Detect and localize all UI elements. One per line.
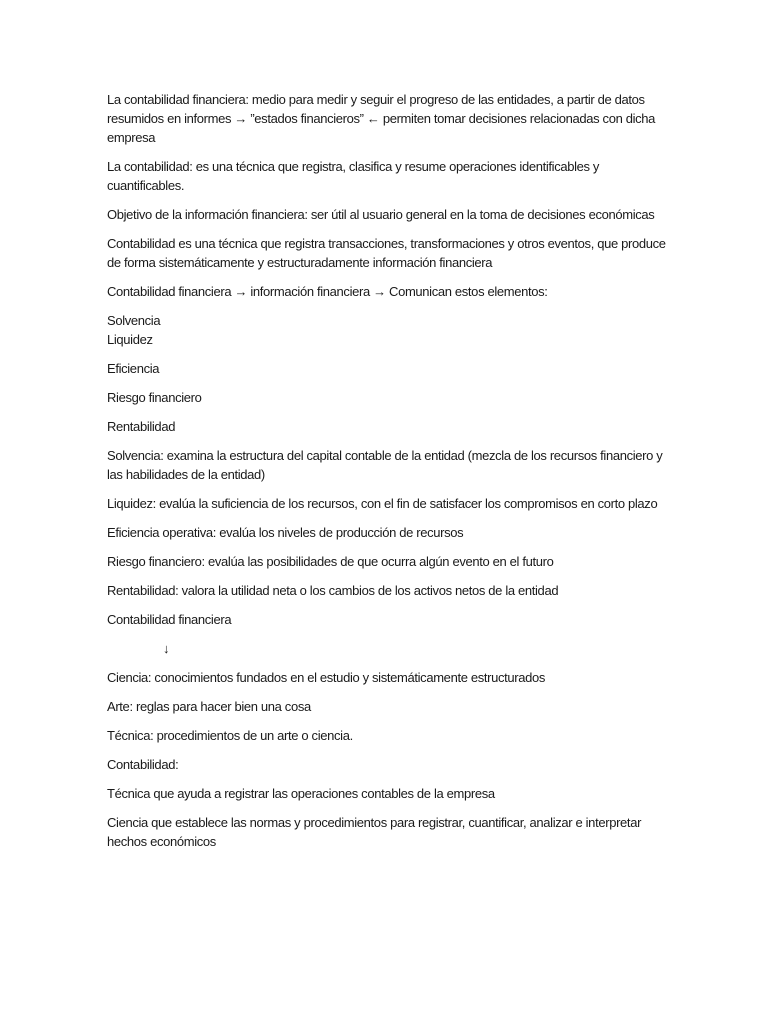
paragraph-tecnica: Técnica: procedimientos de un arte o ciencia. xyxy=(107,728,353,743)
paragraph-riesgo-def: Riesgo financiero: evalúa las posibilidades de que ocurra algún evento en el futuro xyxy=(107,554,554,569)
paragraph-ciencia: Ciencia: conocimientos fundados en el estudio y sistemáticamente estructurados xyxy=(107,670,546,685)
paragraph-contabilidad-financiera: Contabilidad financiera xyxy=(107,612,232,627)
paragraph-objetivo-informacion: Objetivo de la información financiera: ser útil al usuario general en la toma de decisiones económicas xyxy=(107,207,655,222)
down-arrow-icon: ↓ xyxy=(163,641,170,656)
paragraph-elementos-intro: Contabilidad financiera → información financiera → Comunican estos elementos: xyxy=(107,284,548,299)
paragraph-liquidez-def: Liquidez: evalúa la suficiencia de los recursos, con el fin de satisfacer los compromisos en corto plazo xyxy=(107,496,658,511)
paragraph-contabilidad-heading: Contabilidad: xyxy=(107,757,179,772)
paragraph-definicion-contabilidad: La contabilidad: es una técnica que registra, clasifica y resume operaciones identificables y cuantificables. xyxy=(107,159,600,193)
paragraph-tecnica-registro: Técnica que ayuda a registrar las operaciones contables de la empresa xyxy=(107,786,495,801)
list-item-eficiencia: Eficiencia xyxy=(107,361,160,376)
paragraph-eficiencia-def: Eficiencia operativa: evalúa los niveles de producción de recursos xyxy=(107,525,464,540)
paragraph-ciencia-normas: Ciencia que establece las normas y procedimientos para registrar, cuantificar, analizar e interpretar hechos económicos xyxy=(107,815,642,849)
paragraph-solvencia-def: Solvencia: examina la estructura del capital contable de la entidad (mezcla de los recursos financiero y las habilidades de la entidad) xyxy=(107,448,663,482)
list-item-liquidez: Liquidez xyxy=(107,332,153,347)
list-item-riesgo: Riesgo financiero xyxy=(107,390,202,405)
paragraph-rentabilidad-def: Rentabilidad: valora la utilidad neta o los cambios de los activos netos de la entidad xyxy=(107,583,559,598)
paragraph-contabilidad-tecnica: Contabilidad es una técnica que registra transacciones, transformaciones y otros eventos, que produce de forma sistemáticamente y estructuradamente información financiera xyxy=(107,236,666,270)
document-body xyxy=(107,90,667,861)
paragraph-arte: Arte: reglas para hacer bien una cosa xyxy=(107,699,311,714)
paragraph-definicion-contabilidad-financiera: La contabilidad financiera: medio para medir y seguir el progreso de las entidades, a partir de datos resumidos en informes → ”estados financieros” ← permiten tomar decisiones relacionadas con dicha empresa xyxy=(107,92,656,145)
list-item-solvencia: Solvencia xyxy=(107,313,161,328)
list-item-rentabilidad: Rentabilidad xyxy=(107,419,176,434)
